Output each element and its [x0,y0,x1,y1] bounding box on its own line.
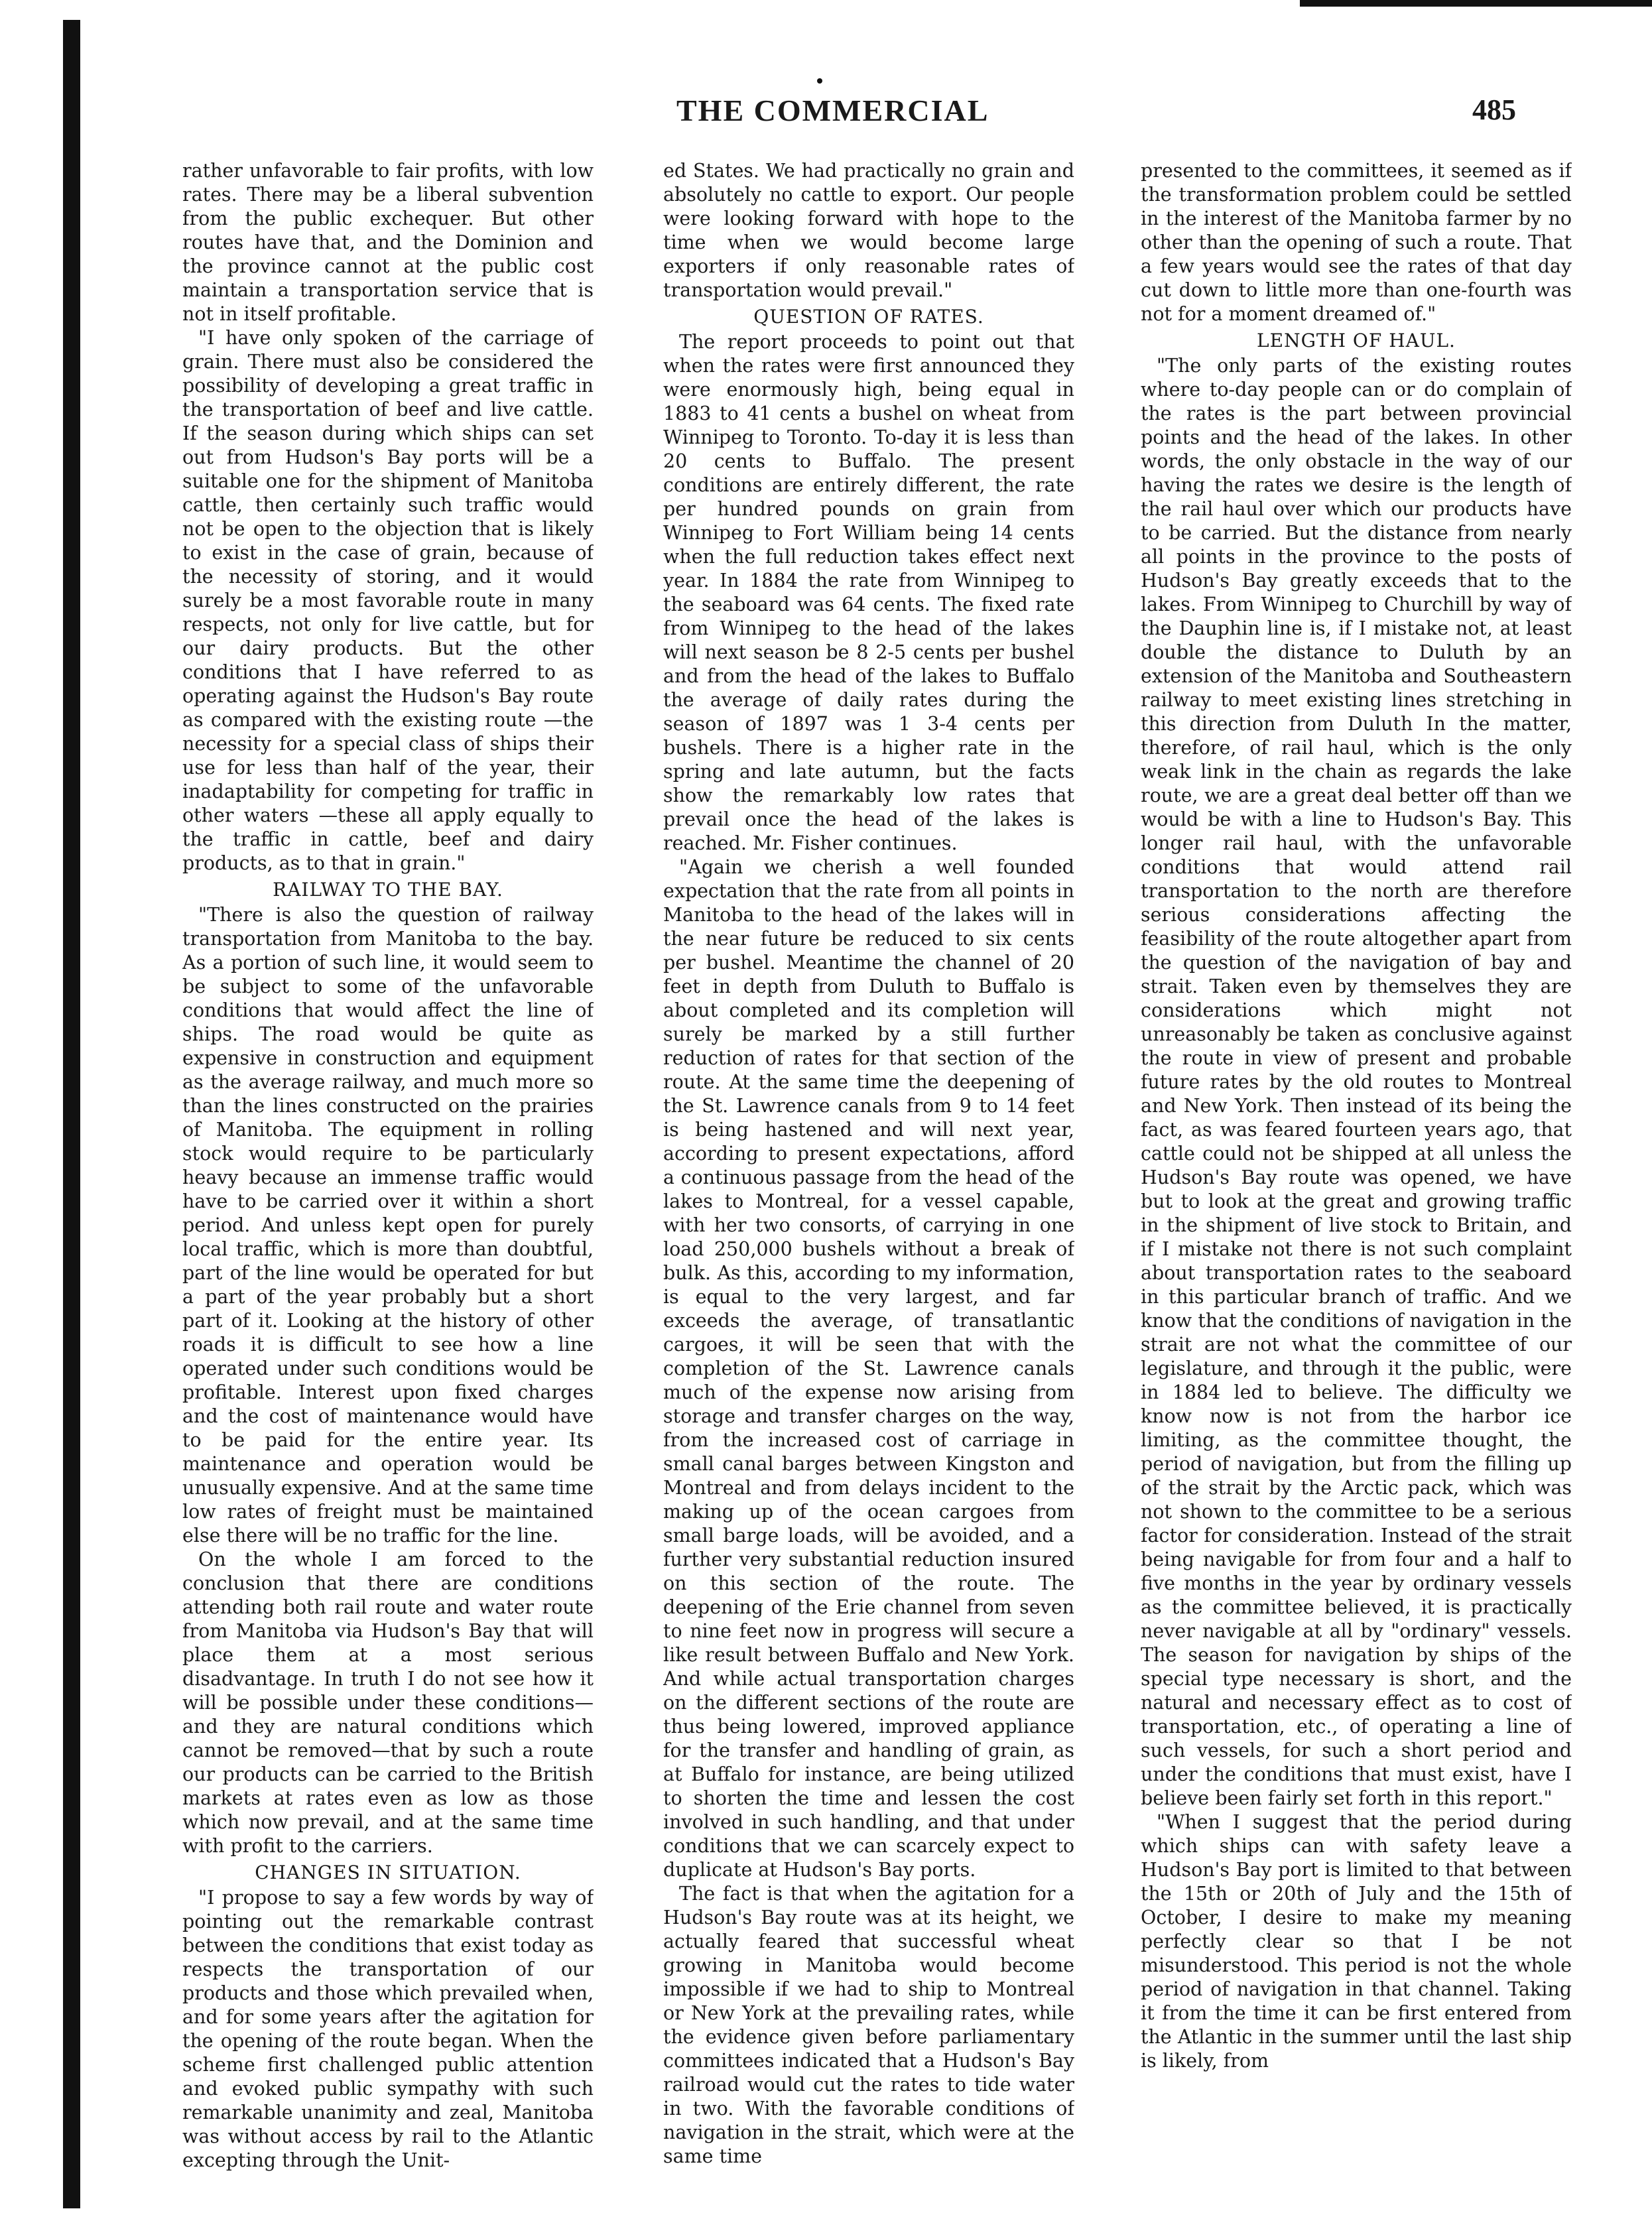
paragraph: The fact is that when the agitation for a Hudson's Bay route was at its height, we actually feared that successful wheat growing in Manitoba would become impossible if we had to ship to Montreal or New York at the prevailing rates, while the evidence given before parliamentary committees indicated that a Hudson's Bay railroad would cut the rates to tide water in two. With the favorable conditions of navigation in the strait, which were at the same time [663,1883,1074,2167]
paragraph: ed States. We had practically no grain and absolutely no cattle to export. Our people were looking forward with hope to the time when we would become large exporters if only reasonable rates of transportation would prevail." [663,160,1074,301]
column-1 [182,159,594,2182]
paragraph: "Again we cherish a well founded expectation that the rate from all points in Manitoba to the head of the lakes will in the near future be reduced to six cents per bushel. Meantime the channel of 20 feet in depth from Duluth to Buffalo is about completed and its completion will surely be marked by a still further reduction of rates for that section of the route. At the same time the deepening of the St. Lawrence canals from 9 to 14 feet is being hastened and will next year, according to present expectations, afford a continuous passage from the head of the lakes to Montreal, for a vessel capable, with her two consorts, of carrying in one load 250,000 bushels without a break of bulk. As this, according to my information, is equal to the very largest, and far exceeds the average, of transatlantic cargoes, it will be seen that with the completion of the St. Lawrence canals much of the expense now arising from storage and transfer charges on the way, from the increased cost of carriage in small canal barges between Kingston and Montreal and from delays incident to the making up of the ocean cargoes from small barge loads, will be avoided, and a further very substantial reduction insured on this section of the route. The deepening of the Erie channel from seven to nine feet now in progress will secure a like result between Buffalo and New York. And while actual transportation charges on the different sections of the route are thus being lowered, improved appliance for the transfer and handling of grain, as at Buffalo for instance, are being utilized to shorten the time and lessen the cost involved in such handling, and that under conditions that we can scarcely expect to duplicate at Hudson's Bay ports. [663,856,1074,1881]
paragraph: "The only parts of the existing routes where to-day people can or do complain of the rates is the part between provincial points and the head of the lakes. In other words, the only obstacle in the way of our having the rates we desire is the length of the rail haul over which our products have to be carried. But the distance from nearly all points in the province to the posts of Hudson's Bay greatly exceeds that to the lakes. From Winnipeg to Churchill by way of the Dauphin line is, if I mistake not, at least double the distance to Duluth by an extension of the Manitoba and Southeastern railway to meet existing lines stretching in this direction from Duluth In the matter, therefore, of rail haul, which is the only weak link in the chain as regards the lake route, we are a great deal better off than we would be with a line to Hudson's Bay. This longer rail haul, with the unfavorable conditions that would attend rail transportation to the north are therefore serious considerations affecting the feasibility of the route altogether apart from the question of the navigation of bay and strait. Taken even by themselves they are considerations which might not unreasonably be taken as conclusive against the route in view of present and probable future rates by the old routes to Montreal and New York. Then instead of its being the fact, as was feared fourteen years ago, that cattle could not be shipped at all unless the Hudson's Bay route was opened, we have but to look at the great and growing traffic in the shipment of live stock to Britain, and if I mistake not there is not such complaint about transportation rates to the seaboard in this particular branch of traffic. And we know that the conditions of navigation in the strait are not what the committee of our legislature, and through it the public, were in 1884 led to believe. The difficulty we know now is not from the harbor ice limiting, as the committee thought, the period of navigation, but from the filling up of the strait by the Arctic pack, which was not shown to the committee to be a serious factor for consideration. Instead of the strait being navigable for from four and a half to five months in the year by ordinary vessels as the committee believed, it is practically never navigable at all by "ordinary" vessels. The season for navigation by ships of the special type necessary is short, and the natural and necessary effect as to cost of transportation, etc., of operating a line of such vessels, for such a short period and under the conditions that must exist, have I believe been fairly set forth in this report." [1141,355,1572,1809]
paragraph: The report proceeds to point out that when the rates were first announced they were enormously high, being equal in 1883 to 41 cents a bushel on wheat from Winnipeg to Toronto. To-day it is less than 20 cents to Buffalo. The present conditions are entirely different, the rate per hundred pounds on grain from Winnipeg to Fort William being 14 cents when the full reduction takes effect next year. In 1884 the rate from Winnipeg to the seaboard was 64 cents. The fixed rate from Winnipeg to the head of the lakes will next season be 8 2-5 cents per bushel and from the head of the lakes to Buffalo the average of daily rates during the season of 1897 was 1 3-4 cents per bushels. There is a higher rate in the spring and late autumn, but the facts show the remarkably low rates that prevail once the head of the lakes is reached. Mr. Fisher continues. [663,331,1074,854]
paragraph: "I propose to say a few words by way of pointing out the remarkable contrast between the conditions that exist today as respects the transportation of our products and those which prevailed when, and for some years after the agitation for the opening of the route began. When the scheme first challenged public attention and evoked public sympathy with such remarkable unanimity and zeal, Manitoba was without access by rail to the Atlantic excepting through the Unit- [182,1887,594,2171]
paragraph: "There is also the question of railway transportation from Manitoba to the bay. As a portion of such line, it would seem to be subject to some of the unfavorable conditions that would affect the line of ships. The road would be quite as expensive in construction and equipment as the average railway, and much more so than the lines constructed on the prairies of Manitoba. The equipment in rolling stock would require to be particularly heavy because an immense traffic would have to be carried over it within a short period. And unless kept open for purely local traffic, which is more than doubtful, part of the line would be operated for but a part of the year probably but a short part of it. Looking at the history of other roads it is difficult to see how a line operated under such conditions would be profitable. Interest upon fixed charges and the cost of maintenance would have to be paid for the entire year. Its maintenance and operation would be unusually expensive. And at the same time low rates of freight must be maintained else there will be no traffic for the line. [182,904,594,1547]
section-heading: RAILWAY TO THE BAY. [273,879,503,901]
section-heading: CHANGES IN SITUATION. [255,1862,521,1883]
page-title: THE COMMERCIAL [676,94,989,127]
page-edge-bar [63,20,80,2208]
paragraph: presented to the committees, it seemed as if the transformation problem could be settled in the interest of the Manitoba farmer by no other than the opening of such a route. That a few years would see the rates of that day cut down to little more than one-fourth was not for a moment dreamed of." [1141,160,1572,325]
column-2 [663,159,1074,2182]
header-dot [817,78,822,84]
column-3 [1141,159,1572,2182]
paragraph: On the whole I am forced to the conclusion that there are conditions attending both rail route and water route from Manitoba via Hudson's Bay that will place them at a most serious disadvantage. In truth I do not see how it will be possible under these conditions—and they are natural conditions which cannot be removed—that by such a route our products can be carried to the British markets at rates even as low as those which now prevail, and at the same time with profit to the carriers. [182,1549,594,1857]
top-rule [1300,0,1652,7]
paragraph: rather unfavorable to fair profits, with low rates. There may be a liberal subvention from the public exchequer. But other routes have that, and the Dominion and the province cannot at the public cost maintain a transportation service that is not in itself profitable. [182,160,594,325]
paragraph: "When I suggest that the period during which ships can with safety leave a Hudson's Bay port is limited to that between the 15th or 20th of July and the 15th of October, I desire to make my meaning perfectly clear so that I be not misunderstood. This period is not the whole period of navigation in that channel. Taking it from the time it can be first entered from the Atlantic in the summer until the last ship is likely, from [1141,1811,1572,2072]
paragraph: "I have only spoken of the carriage of grain. There must also be considered the possibility of developing a great traffic in the transportation of beef and live cattle. If the season during which ships can set out from Hudson's Bay ports will be a suitable one for the shipment of Manitoba cattle, then certainly such traffic would not be open to the objection that is likely to exist in the case of grain, because of the necessity of storing, and it would surely be a most favorable route in many respects, not only for live cattle, but for our dairy products. But the other conditions that I have referred to as operating against the Hudson's Bay route as compared with the existing route —the necessity for a special class of ships their use for less than half of the year, their inadaptability for competing for traffic in other waters —these all apply equally to the traffic in cattle, beef and dairy products, as to that in grain." [182,327,594,874]
page-number: 485 [1472,94,1516,126]
section-heading: LENGTH OF HAUL. [1257,330,1456,351]
section-heading: QUESTION OF RATES. [753,306,984,328]
